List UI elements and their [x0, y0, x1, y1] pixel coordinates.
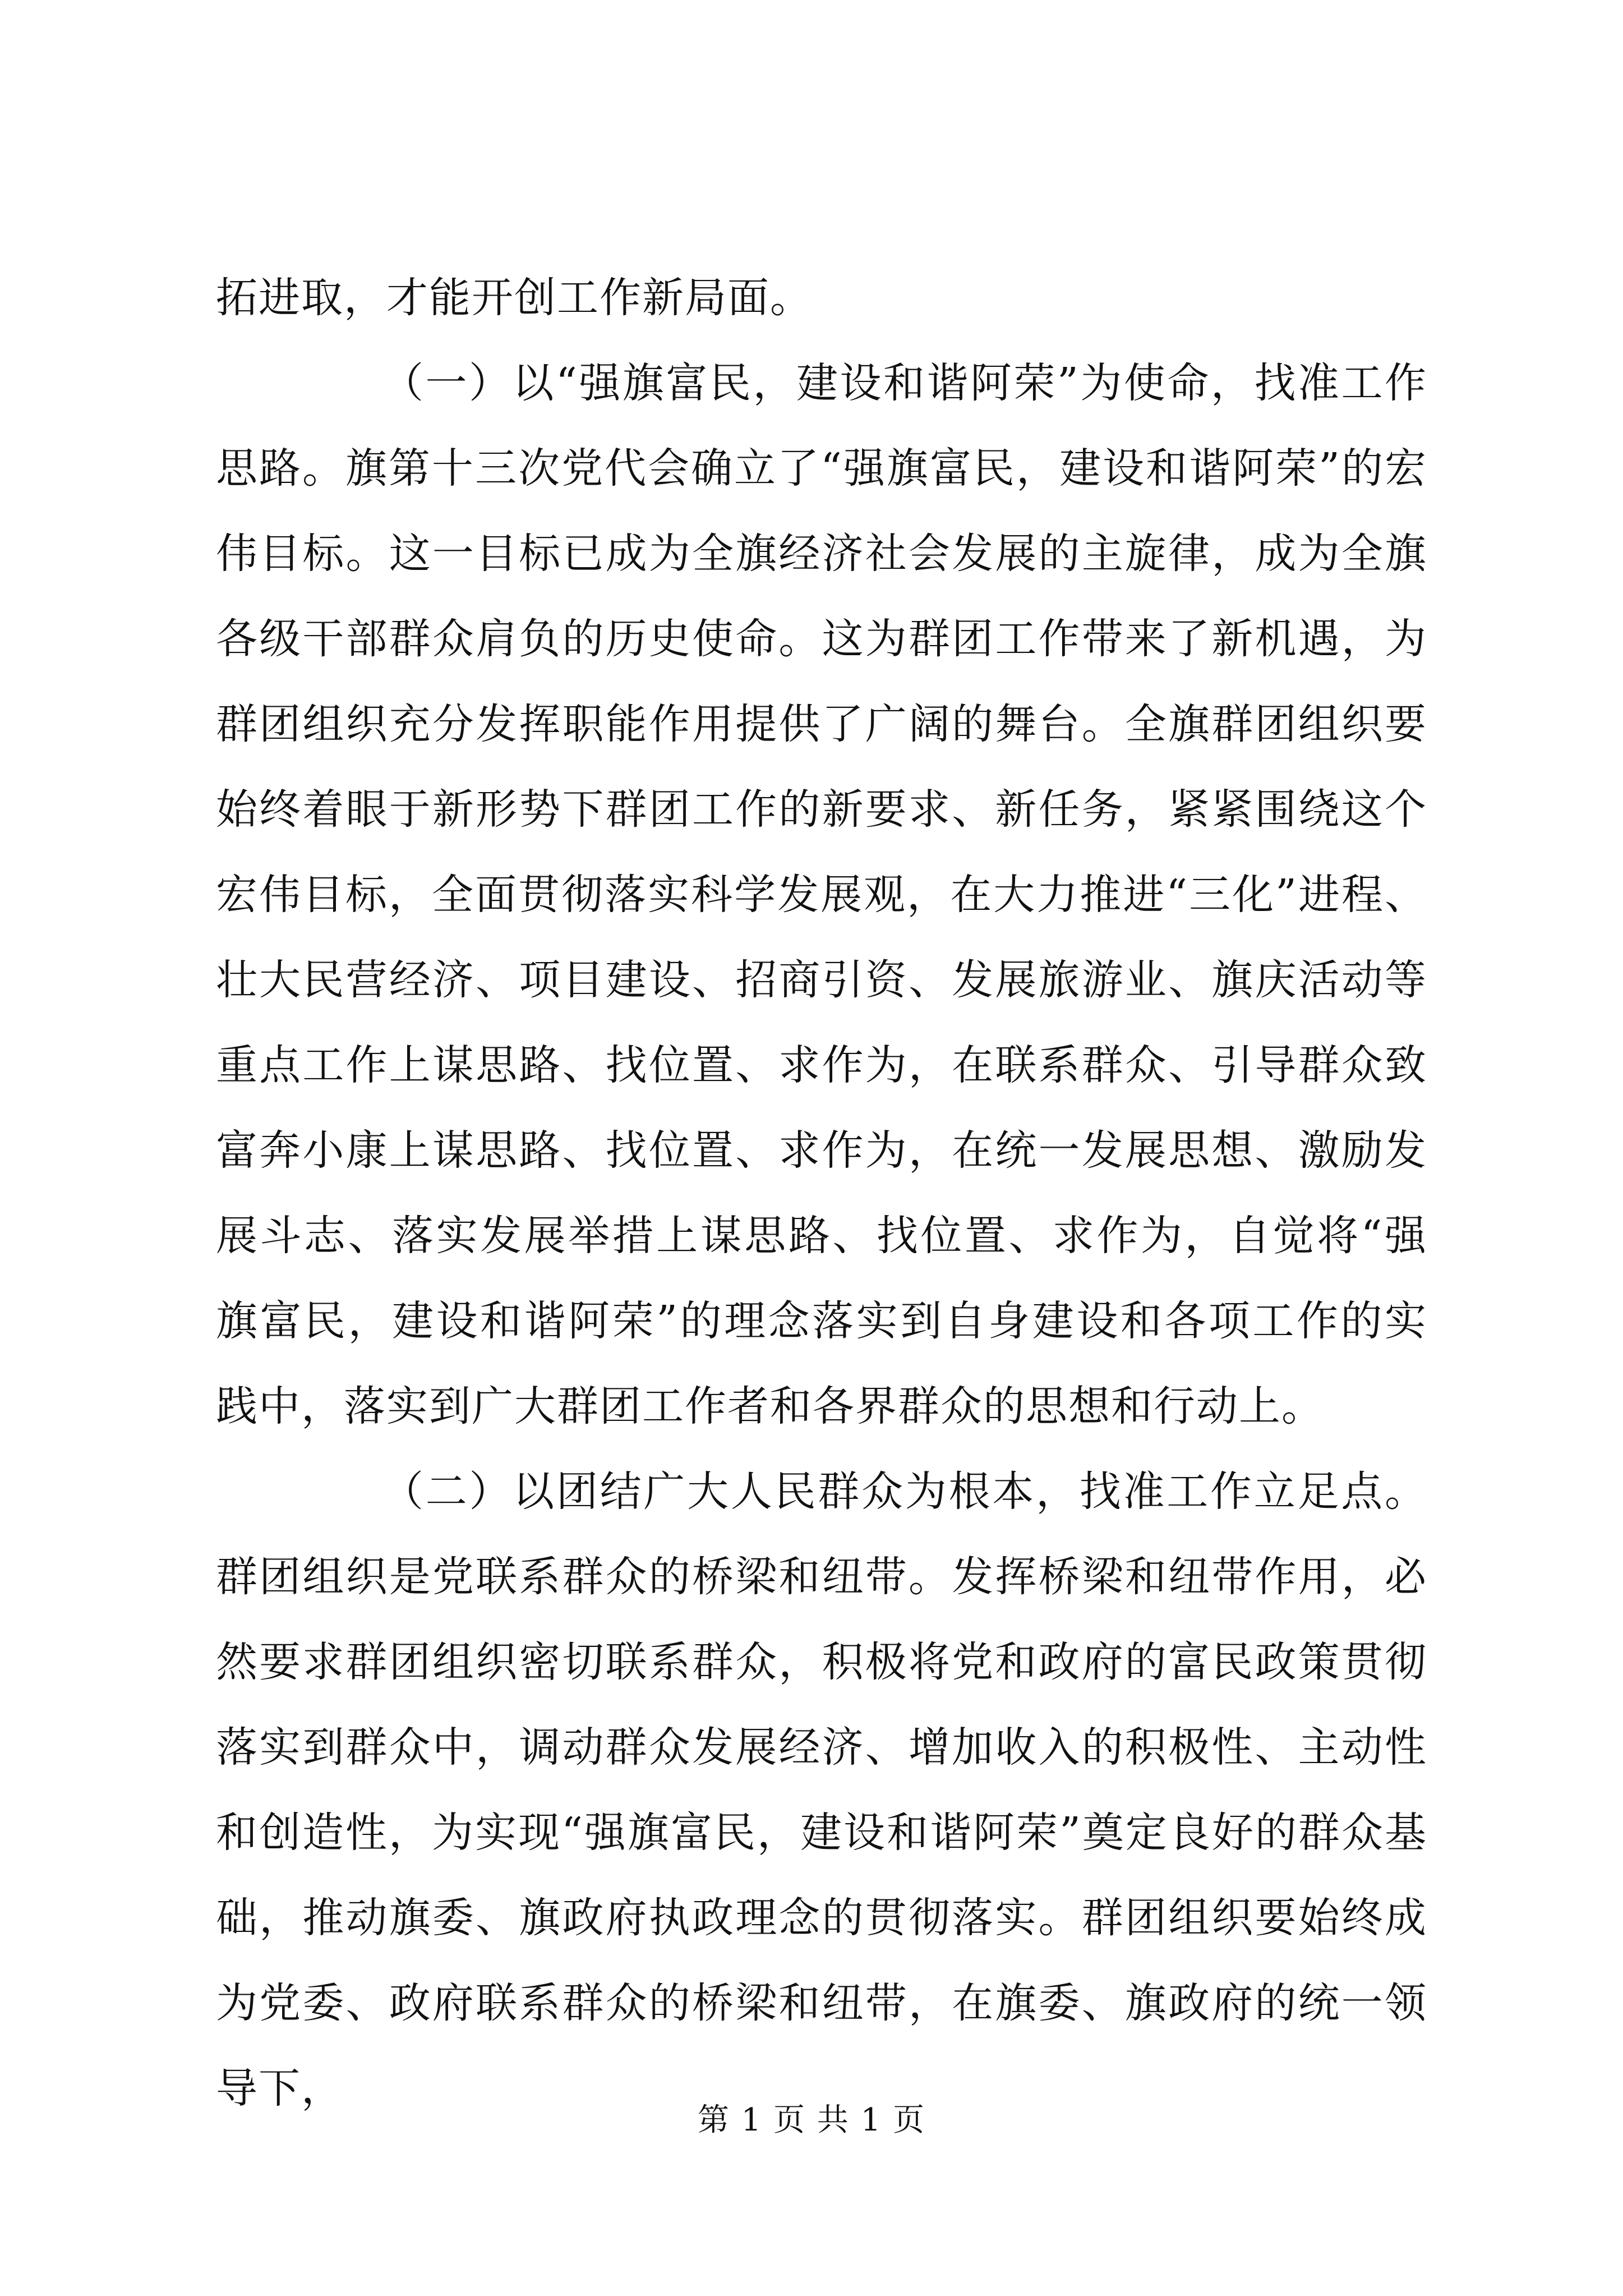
document-body — [216, 255, 1427, 2131]
paragraph-continuation: 拓进取，才能开创工作新局面。 — [216, 274, 813, 322]
paragraph-section-one: （一）以“强旗富民，建设和谐阿荣”为使命，找准工作思路。旗第十三次党代会确立了“强旗富民，建设和谐阿荣”的宏伟目标。这一目标已成为全旗经济社会发展的主旋律，成为全旗各级干部群众肩负的历史使命。这为群团工作带来了新机遇，为群团组织充分发挥职能作用提供了广阔的舞台。全旗群团组织要始终着眼于新形势下群团工作的新要求、新任务，紧紧围绕这个宏伟目标，全面贯彻落实科学发展观，在大力推进“三化”进程、壮大民营经济、项目建设、招商引资、发展旅游业、旗庆活动等重点工作上谋思路、找位置、求作为，在联系群众、引导群众致富奔小康上谋思路、找位置、求作为，在统一发展思想、激励发展斗志、落实发展举措上谋思路、找位置、求作为，自觉将“强旗富民，建设和谐阿荣”的理念落实到自身建设和各项工作的实践中，落实到广大群团工作者和各界群众的思想和行动上。 — [216, 359, 1427, 1430]
page-footer: 第 1 页 共 1 页 — [697, 2102, 926, 2138]
paragraph-section-two: （二）以团结广大人民群众为根本，找准工作立足点。群团组织是党联系群众的桥梁和纽带。发挥桥梁和纽带作用，必然要求群团组织密切联系群众，积极将党和政府的富民政策贯彻落实到群众中，调动群众发展经济、增加收入的积极性、主动性和创造性，为实现“强旗富民，建设和谐阿荣”奠定良好的群众基础，推动旗委、旗政府执政理念的贯彻落实。群团组织要始终成为党委、政府联系群众的桥梁和纽带，在旗委、旗政府的统一领导下， — [216, 1467, 1427, 2113]
